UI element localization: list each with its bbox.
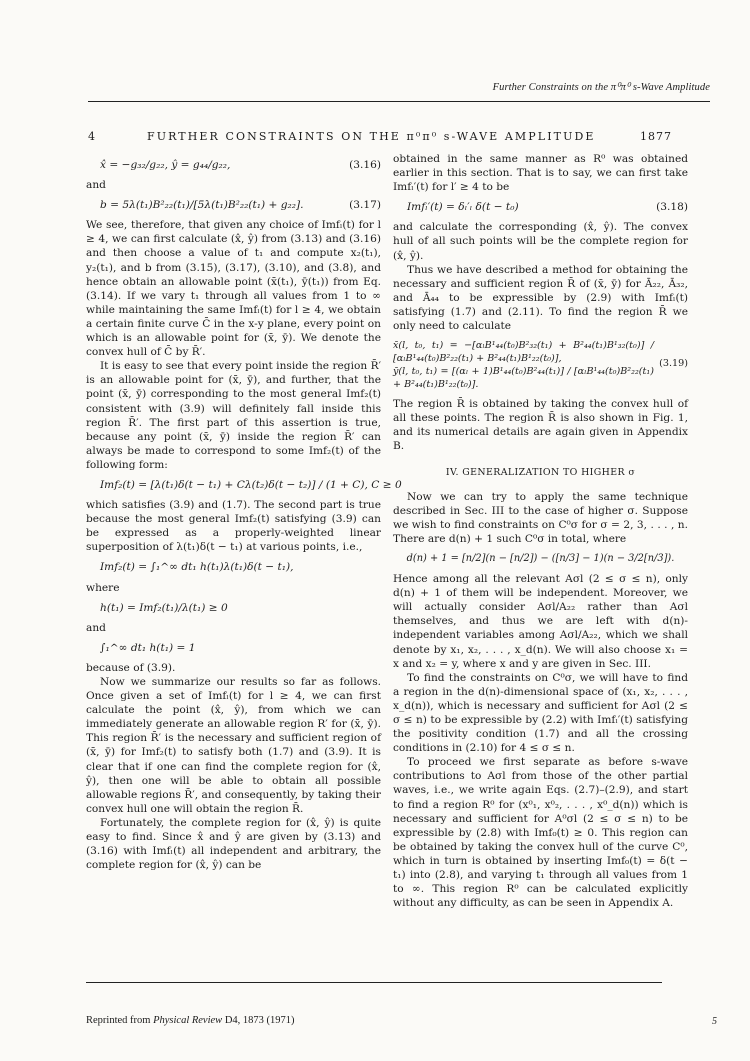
equation-dn: d(n) + 1 = [n/2](n − [n/2]) − ([n/3] − 1)(n − 3/2[n/3]). — [406, 552, 675, 564]
reprint-note: Reprinted from Physical Review D4, 1873 (1971) — [86, 1015, 295, 1026]
equation-h: h(t₁) = Imf₂(t₁)/λ(t₁) ≥ 0 — [100, 601, 228, 614]
journal-name: Physical Review — [153, 1015, 223, 1026]
equation-number: (3.17) — [349, 199, 381, 212]
equation-number: (3.16) — [349, 159, 381, 171]
paragraph: and calculate the corresponding (x̂, ŷ). The convex hull of all such points will be the complete region for (x̂, ŷ). — [393, 221, 688, 262]
section-number: 4 — [88, 130, 95, 143]
header-rule — [88, 101, 710, 102]
paragraph: We see, therefore, that given any choice of Imfₗ(t) for l ≥ 4, we can first calculate (x̂, ŷ) from (3.13) and (3.16) and then choose a value of t₁ and compute x₂(t₁), y₂(t₁), and b from (3.15), (3.17), (3.10), and (3.8), and hence obtain an allowable point (x̄(t₁), ȳ(t₁)) from Eq. (3.14). If we vary t₁ through all values from 1 to ∞ while maintaining the same Imfₗ(t) for l ≥ 4, we obtain a certain finite curve C̄ in the x-y plane, every point on which is an allowable point for (x̄, ȳ). We denote the convex hull of C̄ by R̄′. — [86, 219, 381, 359]
connector-text: where — [86, 581, 120, 594]
paragraph: Hence among all the relevant Aσl (2 ≤ σ ≤ n), only d(n) + 1 of them will be independent. Moreover, we will actually consider Aσl/A₂₂ rather than Aσl themselves, and thus we are left with d(n)-independent variables among Aσl/A₂₂, which we shall denote by x₁, x₂, . . . , x_d(n). We will also choose x₁ = x and x₂ = y, where x and y are given in Sec. III. — [393, 573, 688, 670]
paragraph: Now we summarize our results so far as follows. Once given a set of Imfₗ(t) for l ≥ 4, we can first calculate the point (x̂, ŷ), from which we can immediately generate an allowable region R′ for (x̄, ȳ). This region R̄′ is the necessary and sufficient region of (x̄, ȳ) for Imf₂(t) to satisfy both (1.7) and (3.9). It is clear that if one can find the complete region for (x̂, ŷ), then one will be able to obtain all possible allowable regions R̄′, and consequently, by taking their convex hull one will obtain the region R̄. — [86, 676, 381, 815]
equation-number: (3.18) — [656, 201, 688, 214]
footer-rule — [86, 982, 662, 983]
paragraph: Now we can try to apply the same technique described in Sec. III to the case of higher σ. Suppose we wish to find constraints on C⁰σ for σ = 2, 3, . . . , n. There are d(n) + 1 such C⁰σ in total, where — [393, 490, 688, 545]
connector-text: and — [86, 621, 106, 634]
equation-3-19-x: x̄(l, t₀, t₁) = −[αₗB¹₄₄(t₀)B²₃₂(t₁) + B²₄₄(t₁)B¹₃₂(t₀)] / [αₗB¹₄₄(t₀)B²₂₂(t₁) + B²₄₄(t₁)B¹₂₂(t₀)], — [393, 340, 654, 365]
journal-page-number: 1877 — [640, 130, 672, 143]
paragraph: obtained in the same manner as R⁰ was obtained earlier in this section. That is to say, we can first take Imfₗ′(t) for l′ ≥ 4 to be — [393, 153, 688, 194]
paragraph: It is easy to see that every point inside the region R̄′ is an allowable point for (x̄, ȳ), and further, that the point (x̄, ȳ) corresponding to the most general Imf₂(t) consistent with (3.9) will definitely fall inside this region R̄′. The first part of this assertion is true, because any point (x̄, ȳ) inside the region R̄′ can always be made to correspond to some Imf₂(t) of the following form: — [86, 360, 381, 471]
page-number: 5 — [712, 1016, 717, 1027]
paragraph: To proceed we first separate as before s-wave contributions to Aσl from those of the other partial waves, i.e., we write again Eqs. (2.7)–(2.9), and start to find a region R⁰ for (x⁰₁, x⁰₂, . . . , x⁰_d(n)) which is necessary and sufficient for A⁰σl (2 ≤ σ ≤ n) to be expressible by (2.8) with Imf₀(t) ≥ 0. This region can be obtained by taking the convex hull of the curve C⁰, which in turn is obtained by inserting Imf₀(t) = δ(t − t₁) into (2.8), and varying t₁ through all values from 1 to ∞. This region R⁰ can be calculated explicitly without any difficulty, as can be seen in Appendix A. — [393, 756, 688, 910]
equation-3-19 — [393, 339, 688, 391]
equation-3-17: b = 5λ(t₁)B²₂₂(t₁)/[5λ(t₁)B²₂₂(t₁) + g₂₂]. (3.17) — [100, 199, 381, 212]
paragraph: Thus we have described a method for obtaining the necessary and sufficient region R̄ of (x̄, ȳ) for Ā₂₂, Ā₃₂, and Ā₄₄ to be expressible by (2.9) with Imfₗ(t) satisfying (1.7) and (2.11). To find the region R̄ we only need to calculate — [393, 263, 688, 333]
equation-integral: Imf₂(t) = ∫₁^∞ dt₁ h(t₁)λ(t₁)δ(t − t₁), — [100, 561, 294, 574]
equation-3-19-y: ȳ(l, t₀, t₁) = [(αₗ + 1)B¹₄₄(t₀)B²₄₄(t₁)] / [αₗB¹₄₄(t₀)B²₂₂(t₁) + B²₄₄(t₁)B¹₂₂(t₀)]. — [393, 366, 654, 391]
paragraph: The region R̄ is obtained by taking the convex hull of all these points. The region R̄ is also shown in Fig. 1, and its numerical details are again given in Appendix B. — [393, 398, 688, 453]
right-column — [393, 152, 688, 910]
equation-normalization: ∫₁^∞ dt₁ h(t₁) = 1 — [100, 641, 196, 654]
equation-number: (3.19) — [659, 358, 688, 370]
paragraph: Fortunately, the complete region for (x̂, ŷ) is quite easy to find. Since x̂ and ŷ are given by (3.13) and (3.16) with Imfₗ(t) all independent and arbitrary, the complete region for (x̂, ŷ) can be — [86, 816, 381, 872]
paragraph: which satisfies (3.9) and (1.7). The second part is true because the most general Imf₂(t) satisfying (3.9) can be expressed as a properly-weighted linear superposition of λ(t₁)δ(t − t₁) at various points, i.e., — [86, 499, 381, 554]
equation-3-16: x̂ = −g₃₂/g₂₂, ŷ = g₄₄/g₂₂, (3.16) — [100, 159, 381, 171]
equation-3-18: Imfₗ′(t) = δₗ′ₗ δ(t − t₀) (3.18) — [407, 201, 688, 214]
page-title: FURTHER CONSTRAINTS ON THE π⁰π⁰ s-WAVE AMPLITUDE — [147, 130, 596, 143]
connector-text: and — [86, 179, 106, 192]
left-column — [86, 152, 402, 872]
connector-text: because of (3.9). — [86, 661, 176, 674]
equation-imf2-form: Imf₂(t) = [λ(t₁)δ(t − t₁) + Cλ(t₂)δ(t − t₂)] / (1 + C), C ≥ 0 — [100, 478, 402, 491]
running-head: Further Constraints on the π⁰π⁰ s-Wave Amplitude — [492, 82, 710, 93]
section-heading: IV. GENERALIZATION TO HIGHER σ — [445, 466, 636, 478]
paragraph: To find the constraints on C⁰σ, we will have to find a region in the d(n)-dimensional space of (x₁, x₂, . . . , x_d(n)), which is necessary and sufficient for Aσl (2 ≤ σ ≤ n) to be expressible by (2.2) with Imfₗ′(t) satisfying the positivity condition (1.7) and all the crossing conditions in (2.10) for 4 ≤ σ ≤ n. — [393, 671, 688, 755]
